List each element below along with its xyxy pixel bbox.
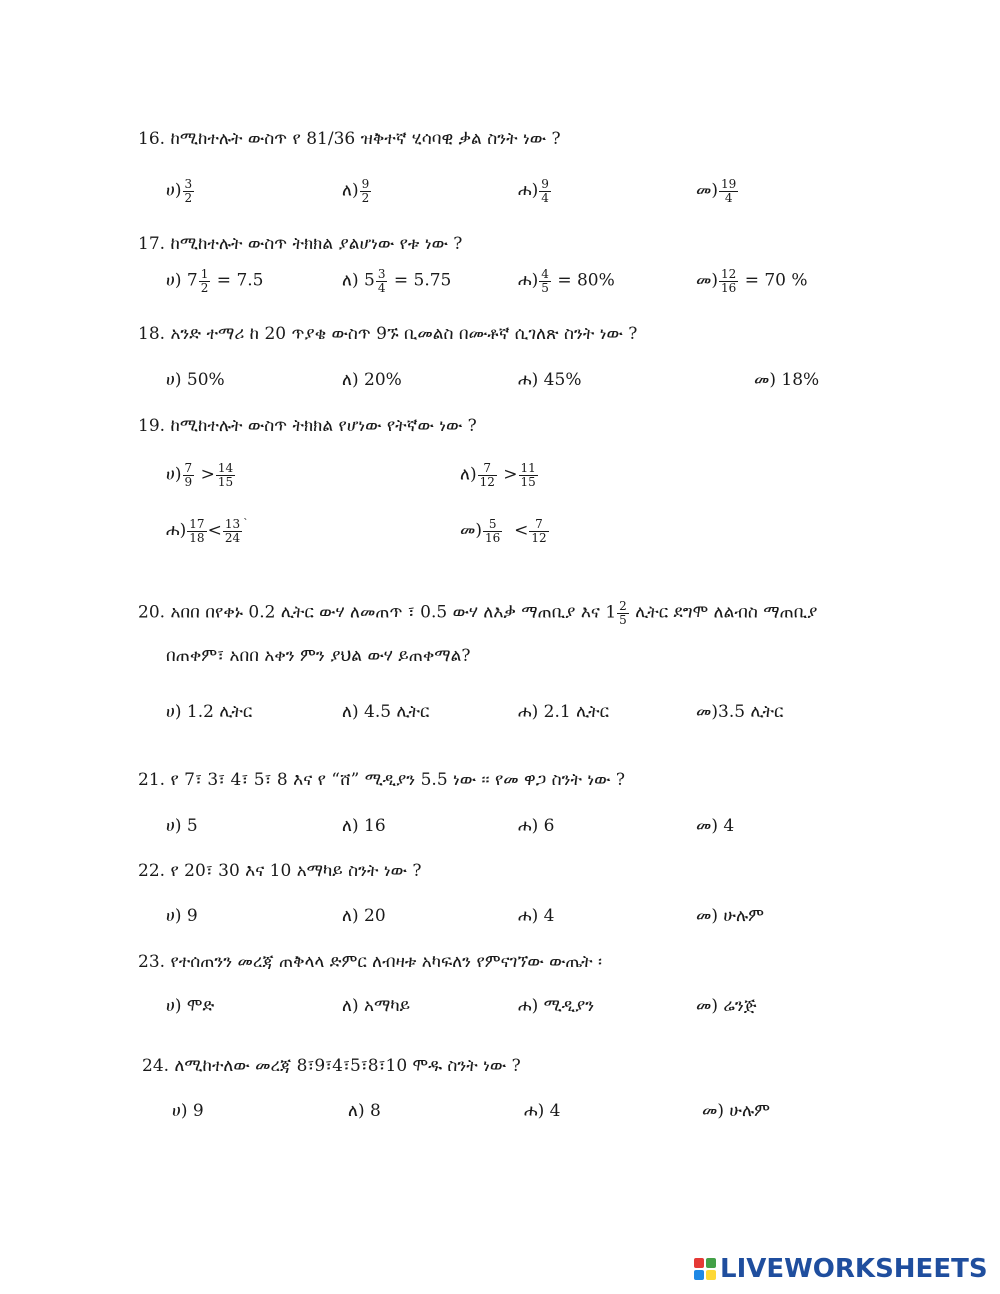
q22-option-d[interactable]: መ) ሁሉም xyxy=(696,906,764,926)
question-20: 20. አበበ በየቀኑ 0.2 ሊትር ውሃ ለመጠጥ ፣ 0.5 ውሃ ለእቃ ማጠቢያ እና 1 $\frac{2}{5}$ ሊትር ደግሞ ለልብስ ማጠቢያ xyxy=(138,599,818,627)
q16-option-b[interactable]: ለ) $\frac{9}{2}$ xyxy=(342,177,370,205)
q21-option-c[interactable]: ሐ) 6 xyxy=(518,816,555,836)
fraction: $\frac{13}{24}$ xyxy=(224,517,241,545)
fraction: $\frac{2}{5}$ xyxy=(619,599,627,627)
q23-option-a[interactable]: ሀ) ሞድ xyxy=(166,996,215,1016)
q20-option-a[interactable]: ሀ) 1.2 ሊትር xyxy=(166,702,253,722)
logo-square xyxy=(706,1258,716,1268)
q19-option-a[interactable]: ሀ) $\frac{7}{9}$ > $\frac{14}{15}$ xyxy=(166,461,234,489)
q18-option-a[interactable]: ሀ) 50% xyxy=(166,370,225,390)
liveworksheets-logo xyxy=(694,1253,988,1285)
q20-option-b[interactable]: ለ) 4.5 ሊትር xyxy=(342,702,430,722)
fraction: $\frac{5}{16}$ xyxy=(485,517,501,545)
q23-option-d[interactable]: መ) ሬንጅ xyxy=(696,996,757,1016)
q16-option-d[interactable]: መ) $\frac{19}{4}$ xyxy=(696,177,737,205)
q17-option-a[interactable]: ሀ) 7 $\frac{1}{2}$ = 7.5 xyxy=(166,267,264,295)
q21-option-b[interactable]: ለ) 16 xyxy=(342,816,386,836)
question-23: 23. የተሰጠንን መረጃ ጠቅላላ ድምር ለብዛቱ አካፍለን የምናገኘው ውጤት ፡ xyxy=(138,952,603,972)
q23-option-b[interactable]: ለ) አማካይ xyxy=(342,996,411,1016)
q17-option-b[interactable]: ለ) 5 $\frac{3}{4}$ = 5.75 xyxy=(342,267,452,295)
fraction: $\frac{7}{12}$ xyxy=(531,517,547,545)
q17-option-d[interactable]: መ) $\frac{12}{16}$ = 70 % xyxy=(696,267,808,295)
fraction: $\frac{3}{2}$ xyxy=(184,177,193,205)
q18-option-c[interactable]: ሐ) 45% xyxy=(518,370,582,390)
q20-option-d[interactable]: መ)3.5 ሊትር xyxy=(696,702,784,722)
q24-option-c[interactable]: ሐ) 4 xyxy=(524,1101,561,1121)
q17-option-c[interactable]: ሐ) $\frac{4}{5}$ = 80% xyxy=(518,267,615,295)
question-18: 18. አንድ ተማሪ ከ 20 ጥያቄ ውስጥ 9ኙ ቢመልስ በሙቶኛ ሲገለጽ ስንት ነው ? xyxy=(138,324,638,344)
q19-option-d[interactable]: መ) $\frac{5}{16}$ < $\frac{7}{12}$ xyxy=(460,517,547,545)
logo-icon xyxy=(694,1258,716,1280)
fraction: $\frac{3}{4}$ xyxy=(377,267,386,295)
q22-option-a[interactable]: ሀ) 9 xyxy=(166,906,198,926)
question-20-line2: በጠቀም፣ አበበ አቀን ምን ያህል ውሃ ይጠቀማል? xyxy=(166,646,471,666)
q22-option-c[interactable]: ሐ) 4 xyxy=(518,906,555,926)
q23-option-c[interactable]: ሐ) ሚዲያን xyxy=(518,996,595,1016)
question-17: 17. ከሚከተሉት ውስጥ ትክክል ያልሆነው የቱ ነው ? xyxy=(138,234,463,254)
q21-option-d[interactable]: መ) 4 xyxy=(696,816,735,836)
q24-option-b[interactable]: ለ) 8 xyxy=(348,1101,381,1121)
question-19: 19. ከሚከተሉት ውስጥ ትክክል የሆነው የትኛው ነው ? xyxy=(138,416,477,436)
q19-option-b[interactable]: ለ) $\frac{7}{12}$ > $\frac{11}{15}$ xyxy=(460,461,536,489)
q22-option-b[interactable]: ለ) 20 xyxy=(342,906,386,926)
fraction: $\frac{14}{15}$ xyxy=(217,461,234,489)
fraction: $\frac{1}{2}$ xyxy=(200,267,209,295)
q16-option-a[interactable]: ሀ) $\frac{3}{2}$ xyxy=(166,177,193,205)
logo-text: LIVEWORKSHEETS xyxy=(720,1254,988,1284)
question-24: 24. ለሚከተለው መረጃ 8፣9፣4፣5፣8፣10 ሞዱ ስንት ነው ? xyxy=(142,1056,521,1076)
fraction: $\frac{4}{5}$ xyxy=(541,267,549,295)
fraction: $\frac{17}{18}$ xyxy=(189,517,205,545)
q21-option-a[interactable]: ሀ) 5 xyxy=(166,816,198,836)
q16-option-c[interactable]: ሐ) $\frac{9}{4}$ xyxy=(518,177,549,205)
question-21: 21. የ 7፣ 3፣ 4፣ 5፣ 8 እና የ “ሸ” ሚዲያን 5.5 ነው ፡፡ የመ ዋጋ ስንት ነው ? xyxy=(138,770,625,790)
logo-square xyxy=(706,1270,716,1280)
fraction: $\frac{9}{2}$ xyxy=(361,177,370,205)
question-22: 22. የ 20፣ 30 እና 10 አማካይ ስንት ነው ? xyxy=(138,861,422,881)
fraction: $\frac{7}{12}$ xyxy=(479,461,495,489)
logo-square xyxy=(694,1258,704,1268)
q18-option-b[interactable]: ለ) 20% xyxy=(342,370,402,390)
q19-option-c[interactable]: ሐ) $\frac{17}{18}$ < $\frac{13}{24}$ ` xyxy=(166,517,249,545)
fraction: $\frac{7}{9}$ xyxy=(184,461,193,489)
q24-option-a[interactable]: ሀ) 9 xyxy=(172,1101,204,1121)
q18-option-d[interactable]: መ) 18% xyxy=(754,370,820,390)
question-16: 16. ከሚከተሉት ውስጥ የ 81/36 ዝቅተኛ ሂሳባዊ ቃል ስንት ነው ? xyxy=(138,129,561,149)
fraction: $\frac{11}{15}$ xyxy=(520,461,536,489)
q20-option-c[interactable]: ሐ) 2.1 ሊትር xyxy=(518,702,610,722)
fraction: $\frac{9}{4}$ xyxy=(541,177,549,205)
q24-option-d[interactable]: መ) ሁሉም xyxy=(702,1101,770,1121)
fraction: $\frac{12}{16}$ xyxy=(721,267,737,295)
fraction: $\frac{19}{4}$ xyxy=(721,177,737,205)
logo-square xyxy=(694,1270,704,1280)
